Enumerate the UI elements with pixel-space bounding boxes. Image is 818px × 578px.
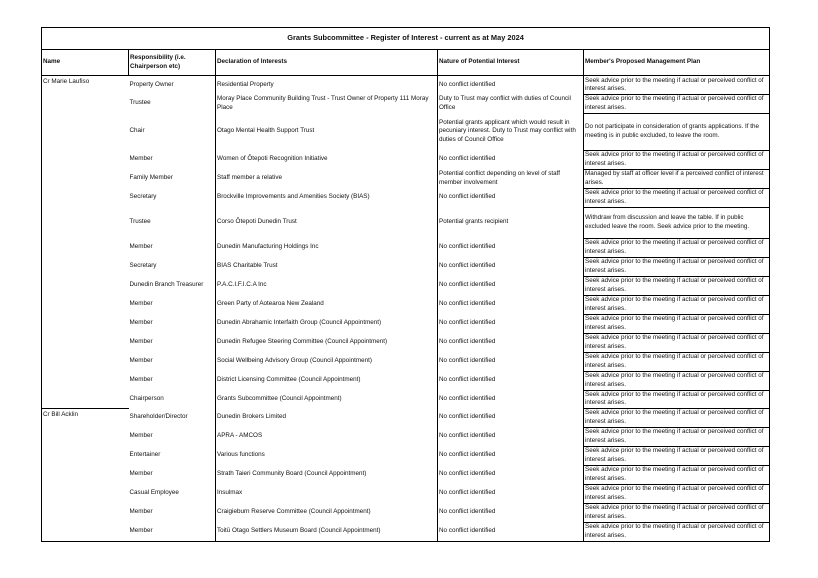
table-row	[42, 371, 770, 390]
declaration-cell: Staff member a relative	[216, 169, 438, 188]
register-of-interest-page	[41, 27, 769, 542]
table-row	[42, 257, 770, 276]
declaration-cell: Brockville Improvements and Amenities Society (BIAS)	[216, 188, 438, 207]
table-row	[42, 503, 770, 522]
nature-cell: Potential grants recipient	[438, 207, 584, 238]
responsibility-cell: Member	[129, 243, 153, 251]
responsibility-cell: Member	[129, 470, 153, 478]
management-plan-cell: Seek advice prior to the meeting if actual or perceived conflict of interest arises.	[584, 465, 770, 484]
management-plan-cell: Seek advice prior to the meeting if actual or perceived conflict of interest arises.	[584, 150, 770, 169]
management-plan-cell: Withdraw from discussion and leave the table. If in public excluded leave the room. Seek advice prior to the meeting.	[584, 207, 770, 238]
member-name	[42, 352, 129, 371]
nature-cell: No conflict identified	[438, 427, 584, 446]
nature-cell: No conflict identified	[438, 295, 584, 314]
table-row	[42, 76, 770, 95]
declaration-cell: Various functions	[216, 446, 438, 465]
declaration-cell: Otago Mental Health Support Trust	[216, 113, 438, 150]
member-name	[42, 295, 129, 314]
column-header-declaration: Declaration of Interests	[216, 50, 438, 76]
management-plan-cell: Do not participate in consideration of grants applications. If the meeting is in public excluded, to leave the room.	[584, 113, 770, 150]
responsibility-cell: Member	[129, 508, 153, 516]
management-plan-cell: Seek advice prior to the meeting if actual or perceived conflict of interest arises.	[584, 446, 770, 465]
responsibility-cell: Member	[129, 319, 153, 327]
responsibility-cell: Member	[129, 300, 153, 308]
nature-cell: Duty to Trust may conflict with duties of Council Office	[438, 94, 584, 113]
declaration-cell: Dunedin Manufacturing Holdings Inc	[216, 238, 438, 257]
table-row	[42, 188, 770, 207]
member-name	[42, 427, 129, 446]
column-header-name: Name	[42, 50, 129, 76]
declaration-cell: Dunedin Abrahamic Interfaith Group (Council Appointment)	[216, 314, 438, 333]
table-row	[42, 295, 770, 314]
declaration-cell: Insulmax	[216, 484, 438, 503]
declaration-cell: Women of Ōtepoti Recognition Initiative	[216, 150, 438, 169]
management-plan-cell: Seek advice prior to the meeting if actual or perceived conflict of interest arises.	[584, 314, 770, 333]
member-name	[42, 188, 129, 207]
management-plan-cell: Seek advice prior to the meeting if actual or perceived conflict of interest arises.	[584, 238, 770, 257]
member-name	[42, 446, 129, 465]
register-body	[42, 76, 770, 542]
table-row	[42, 207, 770, 238]
table-row	[42, 238, 770, 257]
nature-cell: No conflict identified	[438, 76, 584, 95]
member-name: Cr Bill Acklin	[42, 408, 129, 427]
member-name	[42, 465, 129, 484]
table-row	[42, 352, 770, 371]
member-name	[42, 390, 129, 408]
table-title: Grants Subcommittee - Register of Interest - current as at May 2024	[42, 28, 770, 50]
member-name	[42, 150, 129, 169]
table-row	[42, 333, 770, 352]
declaration-cell: Moray Place Community Building Trust - Trust Owner of Property 111 Moray Place	[216, 94, 438, 113]
nature-cell: No conflict identified	[438, 150, 584, 169]
nature-cell: No conflict identified	[438, 314, 584, 333]
table-row	[42, 276, 770, 295]
management-plan-cell: Seek advice prior to the meeting if actual or perceived conflict of interest arises.	[584, 94, 770, 113]
responsibility-cell: Trustee	[129, 218, 151, 226]
declaration-cell: P.A.C.I.F.I.C.A Inc	[216, 276, 438, 295]
member-name	[42, 276, 129, 295]
member-name	[42, 522, 129, 541]
declaration-cell: Grants Subcommittee (Council Appointment)	[216, 390, 438, 408]
nature-cell: Potential conflict depending on level of staff member involvement	[438, 169, 584, 188]
management-plan-cell: Seek advice prior to the meeting if actual or perceived conflict of interest arises.	[584, 295, 770, 314]
register-table	[41, 27, 770, 542]
table-row	[42, 113, 770, 150]
declaration-cell: Social Wellbeing Advisory Group (Council Appointment)	[216, 352, 438, 371]
management-plan-cell: Seek advice prior to the meeting if actual or perceived conflict of interest arises.	[584, 257, 770, 276]
table-row	[42, 150, 770, 169]
responsibility-cell: Member	[129, 155, 153, 163]
member-name	[42, 371, 129, 390]
declaration-cell: Craigieburn Reserve Committee (Council Appointment)	[216, 503, 438, 522]
management-plan-cell: Seek advice prior to the meeting if actual or perceived conflict of interest arises.	[584, 188, 770, 207]
responsibility-cell: Member	[129, 432, 153, 440]
declaration-cell: Green Party of Aotearoa New Zealand	[216, 295, 438, 314]
declaration-cell: Toitū Otago Settlers Museum Board (Council Appointment)	[216, 522, 438, 541]
management-plan-cell: Seek advice prior to the meeting if actual or perceived conflict of interest arises.	[584, 333, 770, 352]
column-header-plan: Member's Proposed Management Plan	[584, 50, 770, 76]
nature-cell: Potential grants applicant which would result in pecuniary interest. Duty to Trust may conflict with duties of Council Office	[438, 113, 584, 150]
management-plan-cell: Seek advice prior to the meeting if actual or perceived conflict of interest arises.	[584, 352, 770, 371]
responsibility-cell: Member	[129, 376, 153, 384]
responsibility-cell: Trustee	[129, 99, 151, 107]
management-plan-cell: Managed by staff at officer level if a perceived conflict of interest arises.	[584, 169, 770, 188]
table-row	[42, 427, 770, 446]
nature-cell: No conflict identified	[438, 333, 584, 352]
declaration-cell: APRA - AMCOS	[216, 427, 438, 446]
member-name	[42, 238, 129, 257]
management-plan-cell: Seek advice prior to the meeting if actual or perceived conflict of interest arises.	[584, 522, 770, 541]
management-plan-cell: Seek advice prior to the meeting if actual or perceived conflict of interest arises.	[584, 427, 770, 446]
member-name	[42, 94, 129, 113]
responsibility-cell: Member	[129, 357, 153, 365]
nature-cell: No conflict identified	[438, 371, 584, 390]
management-plan-cell: Seek advice prior to the meeting if actual or perceived conflict of interest arises.	[584, 276, 770, 295]
nature-cell: No conflict identified	[438, 484, 584, 503]
nature-cell: No conflict identified	[438, 522, 584, 541]
table-row	[42, 446, 770, 465]
declaration-cell: Residential Property	[216, 76, 438, 95]
member-name: Cr Marie Laufiso	[42, 76, 129, 95]
nature-cell: No conflict identified	[438, 408, 584, 427]
management-plan-cell: Seek advice prior to the meeting if actual or perceived conflict of interest arises.	[584, 408, 770, 427]
column-header-responsibility: Responsibility (i.e. Chairperson etc)	[129, 50, 216, 76]
table-row	[42, 169, 770, 188]
nature-cell: No conflict identified	[438, 503, 584, 522]
declaration-cell: Corso Ōtepoti Dunedin Trust	[216, 207, 438, 238]
member-name	[42, 503, 129, 522]
responsibility-cell: Chairperson	[129, 394, 164, 402]
responsibility-cell: Dunedin Branch Treasurer	[129, 281, 204, 289]
management-plan-cell: Seek advice prior to the meeting if actual or perceived conflict of interest arises.	[584, 484, 770, 503]
table-row	[42, 390, 770, 408]
declaration-cell: Strath Taieri Community Board (Council Appointment)	[216, 465, 438, 484]
nature-cell: No conflict identified	[438, 188, 584, 207]
table-row	[42, 314, 770, 333]
member-name	[42, 257, 129, 276]
declaration-cell: BIAS Charitable Trust	[216, 257, 438, 276]
column-header-nature: Nature of Potential Interest	[438, 50, 584, 76]
table-row	[42, 94, 770, 113]
member-name	[42, 333, 129, 352]
table-row	[42, 465, 770, 484]
declaration-cell: Dunedin Refugee Steering Committee (Council Appointment)	[216, 333, 438, 352]
management-plan-cell: Seek advice prior to the meeting if actual or perceived conflict of interest arises.	[584, 503, 770, 522]
responsibility-cell: Shareholder/Director	[129, 413, 188, 421]
member-name	[42, 169, 129, 188]
member-name	[42, 484, 129, 503]
member-name	[42, 207, 129, 238]
responsibility-cell: Family Member	[129, 174, 173, 182]
management-plan-cell: Seek advice prior to the meeting if actual or perceived conflict of interest arises.	[584, 390, 770, 408]
responsibility-cell: Property Owner	[129, 80, 174, 88]
table-row	[42, 484, 770, 503]
nature-cell: No conflict identified	[438, 446, 584, 465]
responsibility-cell: Secretary	[129, 193, 157, 201]
declaration-cell: District Licensing Committee (Council Appointment)	[216, 371, 438, 390]
responsibility-cell: Member	[129, 338, 153, 346]
responsibility-cell: Member	[129, 522, 216, 541]
declaration-cell: Dunedin Brokers Limited	[216, 408, 438, 427]
table-row	[42, 408, 770, 427]
nature-cell: No conflict identified	[438, 465, 584, 484]
responsibility-cell: Casual Employee	[129, 489, 179, 497]
nature-cell: No conflict identified	[438, 390, 584, 408]
management-plan-cell: Seek advice prior to the meeting if actual or perceived conflict of interest arises.	[584, 76, 770, 95]
nature-cell: No conflict identified	[438, 276, 584, 295]
management-plan-cell: Seek advice prior to the meeting if actual or perceived conflict of interest arises.	[584, 371, 770, 390]
nature-cell: No conflict identified	[438, 238, 584, 257]
responsibility-cell: Chair	[129, 127, 145, 135]
responsibility-cell: Entertainer	[129, 451, 161, 459]
member-name	[42, 314, 129, 333]
member-name	[42, 113, 129, 150]
responsibility-cell: Secretary	[129, 262, 157, 270]
nature-cell: No conflict identified	[438, 352, 584, 371]
table-row	[42, 522, 770, 541]
nature-cell: No conflict identified	[438, 257, 584, 276]
